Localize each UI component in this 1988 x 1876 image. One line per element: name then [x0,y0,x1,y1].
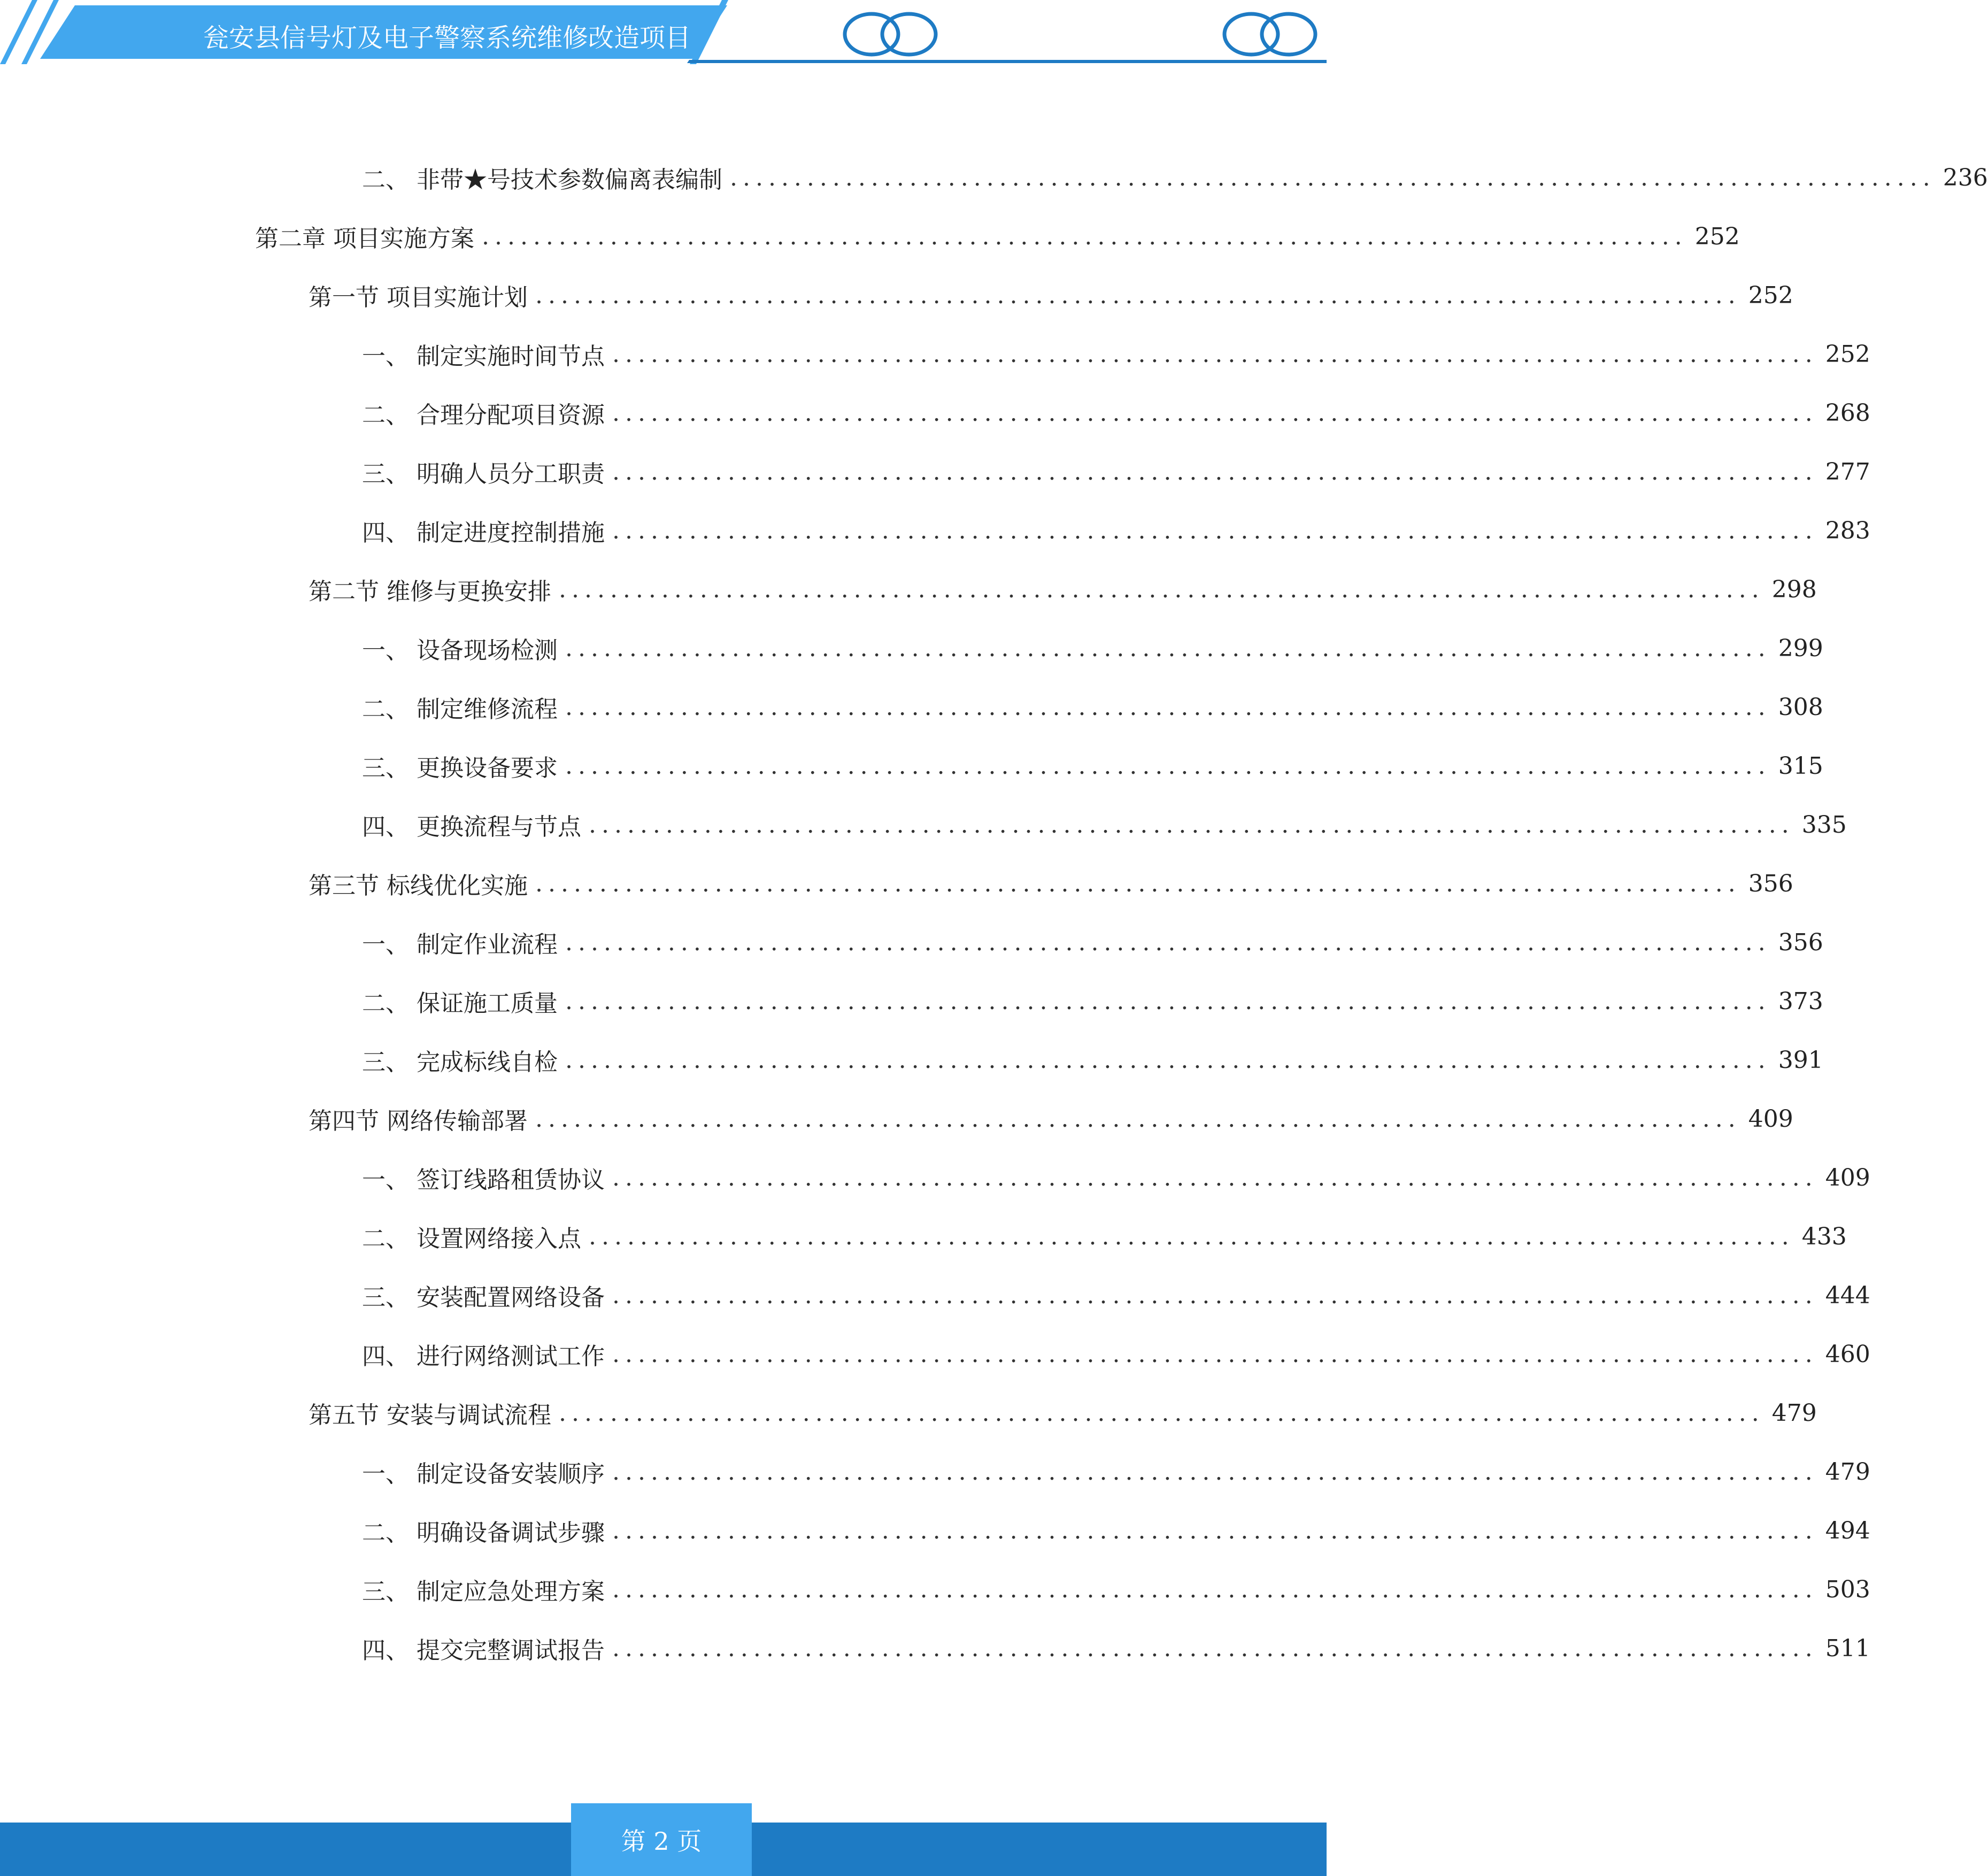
toc-entry[interactable] [362,801,1847,849]
toc-entry-page: 298 [1771,575,1817,603]
dot-leader: .............................................................................................. [565,693,1771,721]
dot-leader: .............................................................................................. [535,281,1741,309]
dot-leader: .............................................................................................. [612,1458,1818,1486]
toc-entry[interactable] [362,1624,1870,1672]
toc-entry-page: 409 [1748,1105,1793,1133]
toc-entry-label: 四、 更换流程与节点 [362,813,581,841]
toc-entry[interactable] [362,683,1823,731]
toc-entry[interactable] [362,624,1823,672]
toc-entry-label: 二、 非带★号技术参数偏离表编制 [362,166,722,194]
dot-leader: .............................................................................................. [612,1517,1818,1544]
dot-leader: .............................................................................................. [589,811,1794,839]
toc-entry-label: 二、 保证施工质量 [362,990,558,1017]
toc-entry-page: 236 [1943,164,1988,191]
toc-entry[interactable] [309,565,1817,613]
toc-entry-page: 391 [1778,1046,1823,1074]
double-ring-icon [1224,14,1315,55]
toc-entry[interactable] [309,271,1793,319]
dot-leader: .............................................................................................. [565,752,1771,780]
toc-entry-page: 373 [1778,987,1823,1015]
header-rule [687,60,1327,63]
document-title: 瓮安县信号灯及电子警察系统维修改造项目 [203,23,691,53]
toc-entry-page: 335 [1801,811,1847,839]
toc-entry-page: 479 [1825,1458,1870,1486]
dot-leader: .............................................................................................. [612,1281,1818,1309]
dot-leader: .............................................................................................. [482,222,1688,250]
toc-entry-page: 283 [1825,517,1870,544]
dot-leader: .............................................................................................. [589,1223,1794,1250]
toc-entry[interactable] [362,1154,1870,1202]
toc-entry-page: 308 [1778,693,1823,721]
toc-entry-label: 二、 设置网络接入点 [362,1225,581,1252]
toc-entry-page: 433 [1801,1223,1847,1250]
toc-entry[interactable] [362,153,1988,202]
double-ring-icon [845,14,936,55]
dot-leader: .............................................................................................. [612,1575,1818,1603]
toc-entry[interactable] [362,448,1870,496]
toc-entry-label: 三、 安装配置网络设备 [362,1284,605,1311]
toc-entry[interactable] [362,1212,1847,1260]
toc-entry-label: 三、 更换设备要求 [362,755,558,782]
toc-entry[interactable] [255,212,1740,260]
toc-entry[interactable] [362,389,1870,437]
toc-entry-label: 一、 设备现场检测 [362,637,558,664]
toc-entry-page: 409 [1825,1164,1870,1191]
toc-entry-label: 三、 制定应急处理方案 [362,1578,605,1605]
toc-entry-label: 第四节 网络传输部署 [309,1108,528,1135]
toc-entry-label: 四、 提交完整调试报告 [362,1637,605,1664]
toc-entry-page: 268 [1825,399,1870,427]
dot-leader: .............................................................................................. [612,340,1818,368]
toc-entry-label: 一、 制定作业流程 [362,931,558,958]
toc-entry[interactable] [362,330,1870,378]
dot-leader: .............................................................................................. [612,1340,1818,1368]
toc-entry-label: 三、 明确人员分工职责 [362,460,605,488]
toc-entry[interactable] [362,1036,1823,1084]
dot-leader: .............................................................................................. [535,1105,1741,1133]
toc-entry[interactable] [362,1506,1870,1555]
dot-leader: .............................................................................................. [612,1164,1818,1191]
toc-entry-page: 460 [1825,1340,1870,1368]
toc-entry-page: 356 [1778,928,1823,956]
toc-entry-label: 第二章 项目实施方案 [255,225,474,252]
toc-entry-page: 252 [1694,222,1740,250]
toc-entry-label: 四、 进行网络测试工作 [362,1343,605,1370]
dot-leader: .............................................................................................. [565,1046,1771,1074]
toc-entry-label: 二、 制定维修流程 [362,696,558,723]
dot-leader: .............................................................................................. [565,987,1771,1015]
toc-entry-page: 315 [1778,752,1823,780]
toc-entry[interactable] [362,977,1823,1025]
header-stripe [0,0,37,64]
toc-entry-page: 356 [1748,870,1793,897]
toc-entry-label: 第三节 标线优化实施 [309,872,528,899]
toc-entry-label: 一、 签订线路租赁协议 [362,1166,605,1194]
toc-entry[interactable] [362,918,1823,966]
toc-entry-page: 252 [1748,281,1793,309]
toc-entry-label: 三、 完成标线自检 [362,1049,558,1076]
toc-entry-label: 一、 制定实施时间节点 [362,343,605,370]
toc-entry-label: 一、 制定设备安装顺序 [362,1460,605,1488]
toc-entry-page: 277 [1825,458,1870,486]
toc-entry-page: 494 [1825,1517,1870,1544]
toc-entry[interactable] [309,1095,1793,1143]
toc-entry-label: 第五节 安装与调试流程 [309,1402,551,1429]
toc-entry[interactable] [362,1565,1870,1613]
toc-entry-page: 503 [1825,1575,1870,1603]
dot-leader: .............................................................................................. [612,1634,1818,1662]
toc-entry[interactable] [362,1330,1870,1378]
toc-entry-label: 二、 明确设备调试步骤 [362,1519,605,1547]
toc-entry[interactable] [362,1448,1870,1496]
dot-leader: .............................................................................................. [559,575,1764,603]
dot-leader: .............................................................................................. [565,634,1771,662]
dot-leader: .............................................................................................. [612,399,1818,427]
toc-entry-page: 299 [1778,634,1823,662]
toc-entry[interactable] [309,1389,1817,1437]
toc-entry-label: 二、 合理分配项目资源 [362,402,605,429]
dot-leader: .............................................................................................. [565,928,1771,956]
toc-entry[interactable] [309,859,1793,908]
dot-leader: .............................................................................................. [559,1399,1764,1427]
page-number: 第 2 页 [571,1803,752,1876]
toc-entry-page: 479 [1771,1399,1817,1427]
toc-entry-label: 第二节 维修与更换安排 [309,578,551,605]
toc-entry-page: 252 [1825,340,1870,368]
dot-leader: .............................................................................................. [612,458,1818,486]
dot-leader: .............................................................................................. [535,870,1741,897]
toc-entry[interactable] [362,506,1870,555]
toc-entry-label: 第一节 项目实施计划 [309,284,528,311]
toc-entry[interactable] [362,1271,1870,1319]
toc-entry[interactable] [362,742,1823,790]
dot-leader: .............................................................................................. [730,164,1936,191]
toc-entry-page: 511 [1825,1634,1870,1662]
dot-leader: .............................................................................................. [612,517,1818,544]
toc-entry-label: 四、 制定进度控制措施 [362,519,605,547]
toc-entry-page: 444 [1825,1281,1870,1309]
